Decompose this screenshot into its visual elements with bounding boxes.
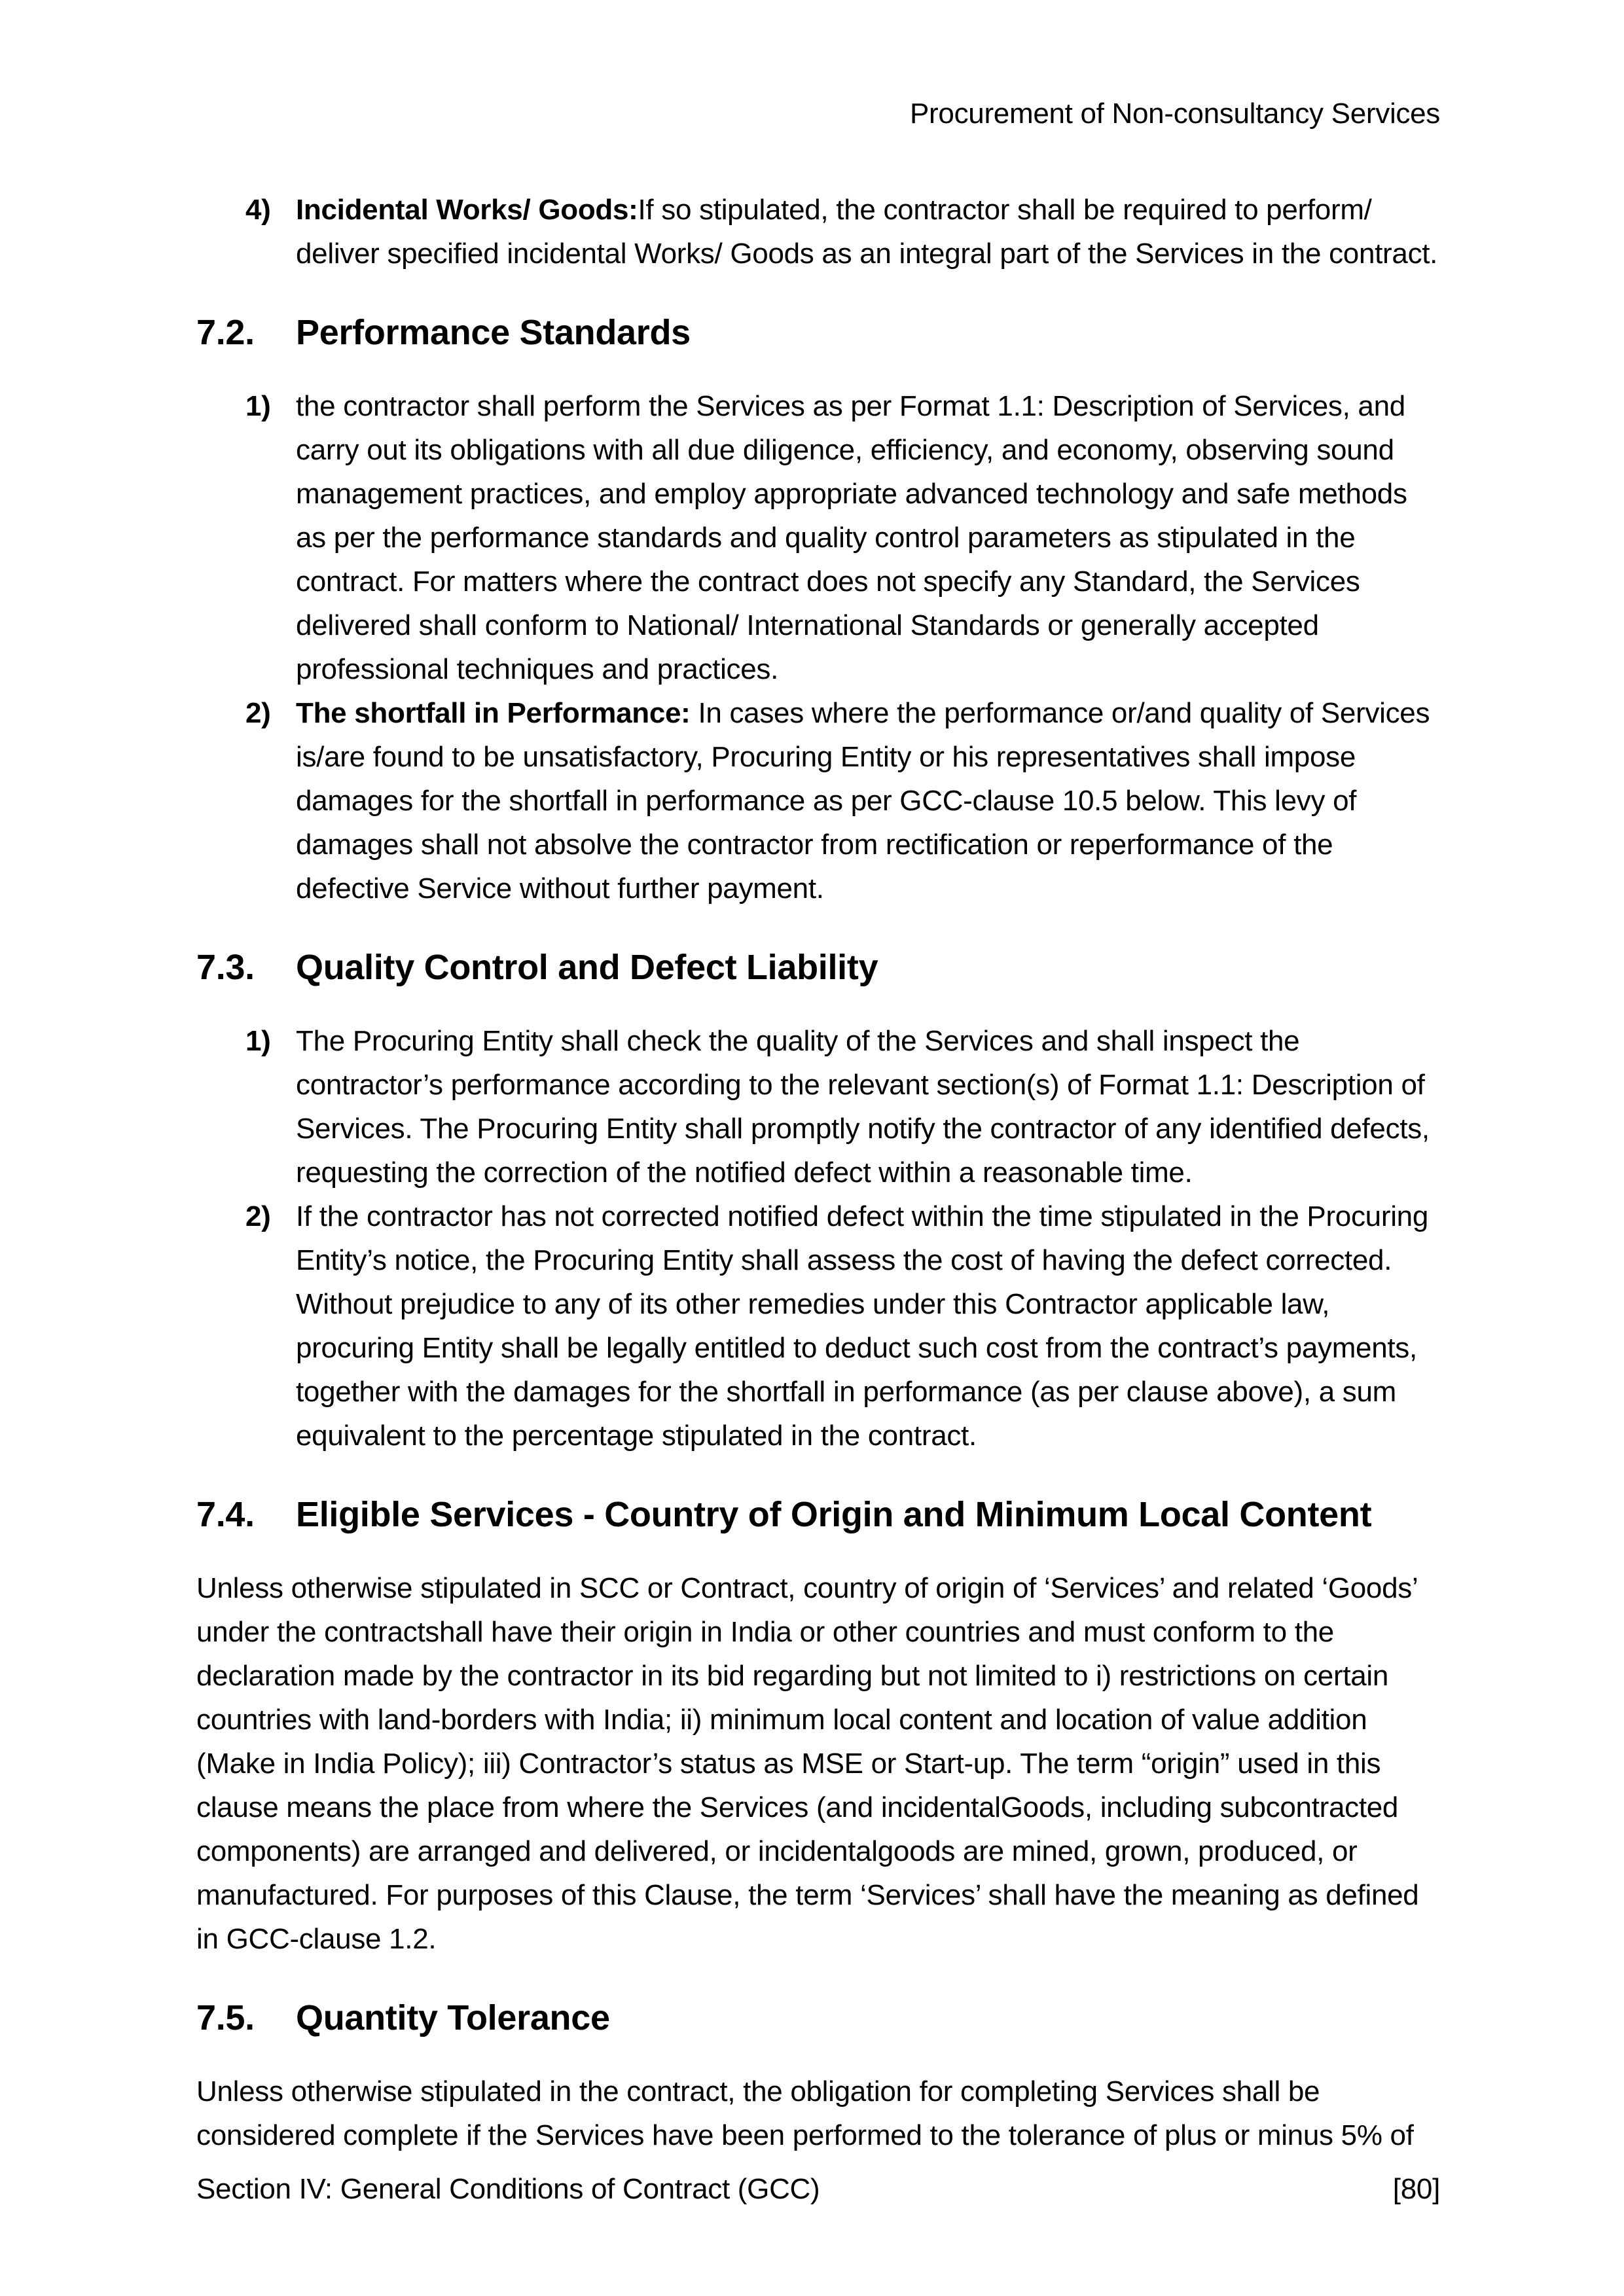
list-item xyxy=(196,1194,1440,1458)
list-item-number: 2) xyxy=(245,697,271,729)
list-item xyxy=(196,691,1440,910)
list-item-body: The Procuring Entity shall check the quality of the Services and shall inspect the contractor’s performance according to the relevant section(s) of Format 1.1: Description of Services. The Procuring Entity shall promptly notify the contractor of any identified defects, requesting the correction of the notified defect within a reasonable time. xyxy=(296,1025,1430,1189)
section-title: Performance Standards xyxy=(296,313,691,352)
list-item-number: 1) xyxy=(245,1025,271,1057)
section-heading-7-3 xyxy=(196,942,1440,993)
section-title: Quantity Tolerance xyxy=(296,1998,610,2037)
section-title: Quality Control and Defect Liability xyxy=(296,948,878,987)
list-item-bold-lead: Incidental Works/ Goods: xyxy=(296,194,638,226)
list-item-body: In cases where the performance or/and quality of Services is/are found to be unsatisfactory, Procuring Entity or his representatives shall impose damages for the shortfall in performance as per GCC-clause 10.5 below. This levy of damages shall not absolve the contractor from rectification or reperformance of the defective Service without further payment. xyxy=(296,697,1430,905)
section-number: 7.4. xyxy=(196,1495,255,1534)
list-item-number: 1) xyxy=(245,390,271,422)
section-heading-7-2 xyxy=(196,307,1440,358)
list-item xyxy=(196,1019,1440,1194)
list-item-number: 2) xyxy=(245,1200,271,1232)
list-item-text xyxy=(296,188,1440,276)
section-number: 7.2. xyxy=(196,313,255,352)
section-number: 7.5. xyxy=(196,1998,255,2037)
section-heading-7-4 xyxy=(196,1489,1440,1540)
list-item-text xyxy=(296,1019,1440,1194)
list-item-number: 4) xyxy=(245,194,271,226)
list-item-bold-lead: The shortfall in Performance: xyxy=(296,697,691,729)
footer-section-label: Section IV: General Conditions of Contract (GCC) xyxy=(196,2173,820,2205)
section-number: 7.3. xyxy=(196,948,255,987)
section-paragraph-7-4: Unless otherwise stipulated in SCC or Contract, country of origin of ‘Services’ and related ‘Goods’ under the contractshall have their origin in India or other countries and must conform to the declaration made by the contractor in its bid regarding but not limited to i) restrictions on certain countries with land-borders with India; ii) minimum local content and location of value addition (Make in India Policy); iii) Contractor’s status as MSE or Start-up. The term “origin” used in this clause means the place from where the Services (and incidentalGoods, including subcontracted components) are arranged and delivered, or incidentalgoods are mined, grown, produced, or manufactured. For purposes of this Clause, the term ‘Services’ shall have the meaning as defined in GCC-clause 1.2. xyxy=(196,1572,1419,1955)
list-item-body: If so stipulated, the contractor shall be required to perform/ deliver specified incidental Works/ Goods as an integral part of the Services in the contract. xyxy=(296,194,1438,270)
page-header-title: Procurement of Non-consultancy Services xyxy=(910,98,1440,130)
section-paragraph-7-5: Unless otherwise stipulated in the contract, the obligation for completing Services shall be considered complete if the Services have been performed to the tolerance of plus or minus 5% of xyxy=(196,2075,1414,2151)
list-item xyxy=(196,384,1440,691)
section-title: Eligible Services - Country of Origin and Minimum Local Content xyxy=(296,1495,1372,1534)
list-item-text xyxy=(296,691,1440,910)
section-heading-7-5 xyxy=(196,1992,1440,2043)
list-item-4 xyxy=(196,188,1440,276)
list-item-text xyxy=(296,1194,1440,1458)
list-item-text xyxy=(296,384,1440,691)
footer-page-number: [80] xyxy=(1392,2173,1440,2205)
list-item-body: the contractor shall perform the Services as per Format 1.1: Description of Services, and carry out its obligations with all due diligence, efficiency, and economy, observing sound management practices, and employ appropriate advanced technology and safe methods as per the performance standards and quality control parameters as stipulated in the contract. For matters where the contract does not specify any Standard, the Services delivered shall conform to National/ International Standards or generally accepted professional techniques and practices. xyxy=(296,390,1407,685)
page-footer xyxy=(196,2167,1440,2211)
list-item-body: If the contractor has not corrected notified defect within the time stipulated in the Procuring Entity’s notice, the Procuring Entity shall assess the cost of having the defect corrected. Without prejudice to any of its other remedies under this Contractor applicable law, procuring Entity shall be legally entitled to deduct such cost from the contract’s payments, together with the damages for the shortfall in performance (as per clause above), a sum equivalent to the percentage stipulated in the contract. xyxy=(296,1200,1429,1452)
